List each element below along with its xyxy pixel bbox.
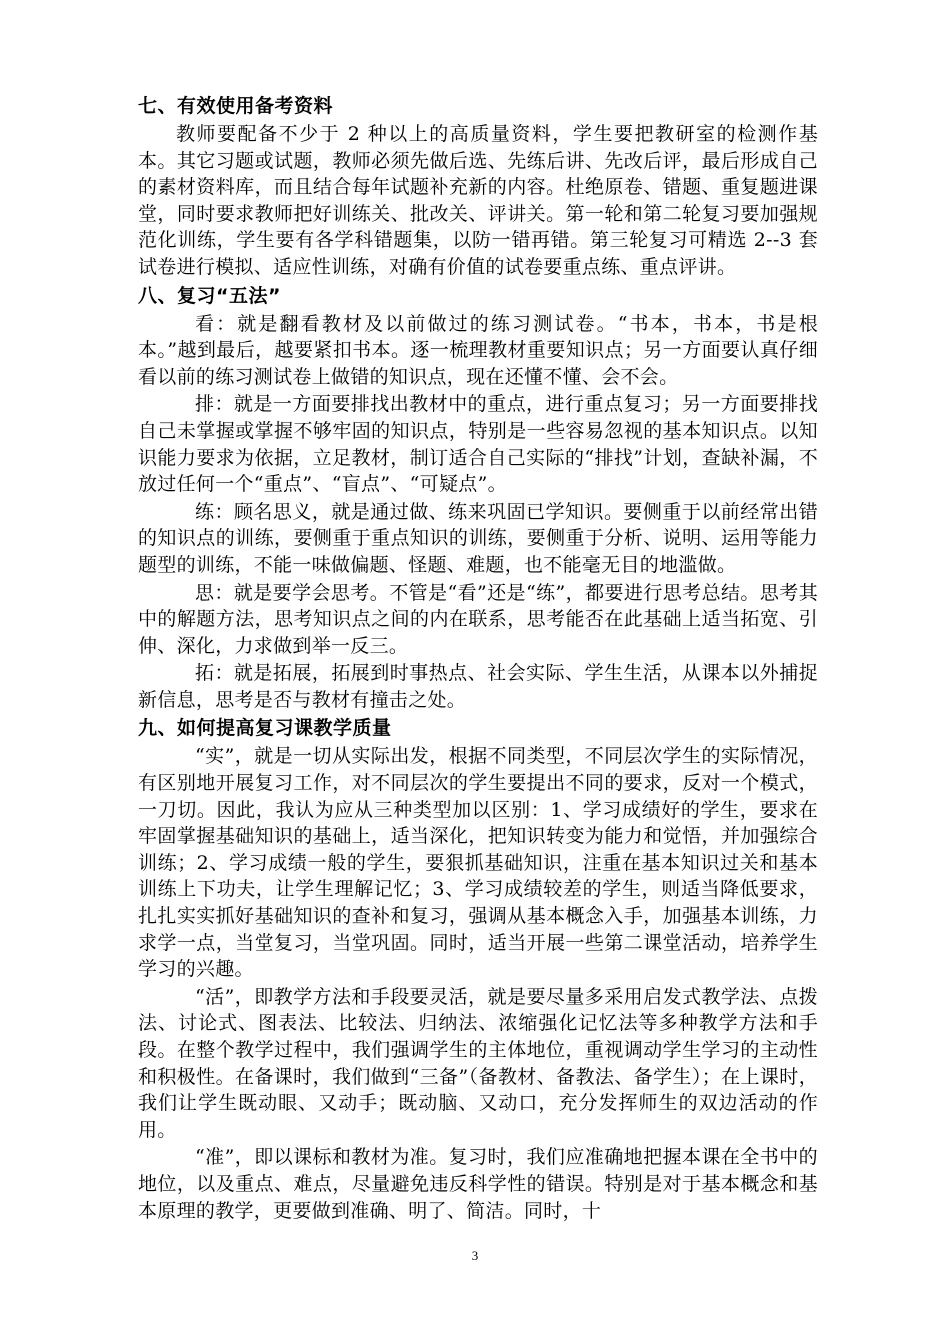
document-page: [138, 92, 818, 1225]
section-9-paragraph-zhun: “准”，即以课标和教材为准。复习时，我们应准确地把握本课在全书中的地位，以及重点、难点，尽量避免违反科学性的错误。特别是对于基本概念和基本原理的教学，更要做到准确、明了、简洁。同时，十: [138, 1146, 818, 1222]
section-8-paragraph-kan: 看：就是翻看教材及以前做过的练习测试卷。“书本，书本，书是根本。”越到最后，越要紧扣书本。逐一梳理教材重要知识点；另一方面要认真仔细看以前的练习测试卷上做错的知识点，现在还懂不懂、会不会。: [138, 312, 818, 388]
section-heading-7: 七、有效使用备考资料: [138, 95, 334, 117]
section-9-paragraph-huo: “活”，即教学方法和手段要灵活，就是要尽量多采用启发式教学法、点拨法、讨论式、图表法、比较法、归纳法、浓缩强化记忆法等多种教学方法和手段。在整个教学过程中，我们强调学生的主体地位，重视调动学生学习的主动性和积极性。在备课时，我们做到“三备”（备教材、备教法、备学生）；在上课时，我们让学生既动眼、又动手；既动脑、又动口，充分发挥师生的双边活动的作用。: [138, 985, 818, 1141]
section-heading-9: 九、如何提高复习课教学质量: [138, 717, 392, 740]
page-number: 3: [471, 1248, 479, 1263]
section-8-paragraph-pai: 排：就是一方面要排找出教材中的重点，进行重点复习；另一方面要排找自己未掌握或掌握不够牢固的知识点，特别是一些容易忽视的基本知识点。以知识能力要求为依据，立足教材，制订适合自己实际的“排找”计划，查缺补漏，不放过任何一个“重点”、“盲点”、“可疑点”。: [138, 393, 818, 496]
section-8-paragraph-tuo: 拓：就是拓展，拓展到时事热点、社会实际、学生生活，从课本以外捕捉新信息，思考是否与教材有撞击之处。: [138, 662, 818, 711]
section-7-paragraph-1: 教师要配备不少于 2 种以上的高质量资料，学生要把教研室的检测作基本。其它习题或试题，教师必须先做后选、先练后讲、先改后评，最后形成自己的素材资料库，而且结合每年试题补充新的内容。杜绝原卷、错题、重复题进课堂，同时要求教师把好训练关、批改关、评讲关。第一轮和第二轮复习要加强规范化训练，学生要有各学科错题集，以防一错再错。第三轮复习可精选 2--3 套试卷进行模拟、适应性训练，对确有价值的试卷要重点练、重点评讲。: [138, 123, 818, 278]
section-9-paragraph-shi: “实”，就是一切从实际出发，根据不同类型，不同层次学生的实际情况，有区别地开展复习工作，对不同层次的学生要提出不同的要求，反对一个模式，一刀切。因此，我认为应从三种类型加以区别：1、学习成绩好的学生，要求在牢固掌握基础知识的基础上，适当深化，把知识转变为能力和觉悟，并加强综合训练；2、学习成绩一般的学生，要狠抓基础知识，注重在基本知识过关和基本训练上下功夫，让学生理解记忆；3、学习成绩较差的学生，则适当降低要求，扎扎实实抓好基础知识的查补和复习，强调从基本概念入手，加强基本训练，力求学一点，当堂复习，当堂巩固。同时，适当开展一些第二课堂活动，培养学生学习的兴趣。: [138, 745, 818, 981]
section-heading-8: 八、复习“五法”: [138, 284, 281, 307]
section-8-paragraph-si: 思：就是要学会思考。不管是“看”还是“练”，都要进行思考总结。思考其中的解题方法，思考知识点之间的内在联系，思考能否在此基础上适当拓宽、引伸、深化，力求做到举一反三。: [138, 581, 818, 657]
section-8-paragraph-lian: 练：顾名思义，就是通过做、练来巩固已学知识。要侧重于以前经常出错的知识点的训练，要侧重于重点知识的训练，要侧重于分析、说明、运用等能力题型的训练，不能一味做偏题、怪题、难题，也不能毫无目的地滥做。: [138, 500, 818, 576]
